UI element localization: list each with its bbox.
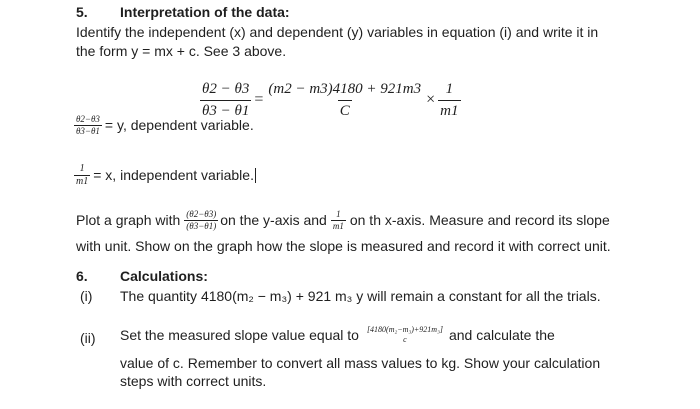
equation-reciprocal-fraction bbox=[438, 82, 460, 119]
item-ii-line-2: value of c. Remember to convert all mass values to kg. Show your calculation bbox=[120, 355, 601, 371]
plot-instruction-x-denominator: m1 bbox=[332, 220, 344, 231]
equation-reciprocal-numerator: 1 bbox=[445, 80, 454, 97]
x-definition-numerator: 1 bbox=[79, 162, 85, 174]
x-definition-fraction bbox=[74, 164, 90, 187]
plot-instruction-x-fraction bbox=[331, 210, 346, 231]
y-definition-numerator: θ2−θ3 bbox=[76, 113, 100, 124]
section-5-line-1: Identify the independent (x) and dependent (y) variables in equation (i) and write it in bbox=[76, 24, 599, 40]
item-ii-denominator: c bbox=[403, 335, 407, 344]
x-definition bbox=[74, 160, 256, 190]
y-definition-text: = y, dependent variable. bbox=[104, 117, 254, 133]
section-6-number: 6. bbox=[76, 268, 88, 284]
section-6-heading: Calculations: bbox=[120, 268, 208, 284]
equation-equals: = bbox=[254, 91, 264, 108]
plot-instruction-y-fraction bbox=[184, 210, 218, 231]
plot-instruction-line-2: with unit. Show on the graph how the slope is measured and record it with correct unit. bbox=[76, 238, 611, 254]
equation-lhs-denominator: θ3 − θ1 bbox=[200, 100, 251, 119]
section-5-heading: Interpretation of the data: bbox=[120, 4, 290, 20]
plot-instruction-y-denominator: (θ3−θ1) bbox=[186, 220, 217, 231]
plot-instruction-part-3: on th x-axis. Measure and record its slope bbox=[349, 212, 610, 228]
equation-lhs-numerator: θ2 − θ3 bbox=[202, 80, 250, 97]
item-ii-label: (ii) bbox=[80, 330, 96, 346]
text-cursor bbox=[255, 168, 256, 183]
item-ii-part-1: Set the measured slope value equal to bbox=[120, 327, 359, 343]
plot-instruction-part-1: Plot a graph with bbox=[76, 212, 181, 228]
item-ii-fraction bbox=[365, 326, 445, 344]
section-5-number: 5. bbox=[76, 4, 88, 20]
plot-instruction-line-1 bbox=[76, 204, 610, 236]
y-definition bbox=[74, 112, 254, 138]
equation-reciprocal-denominator: m1 bbox=[438, 100, 460, 119]
item-i-label: (i) bbox=[80, 288, 93, 304]
plot-instruction-y-numerator: (θ2−θ3) bbox=[186, 208, 217, 219]
x-definition-text: = x, independent variable. bbox=[93, 167, 254, 183]
y-definition-denominator: θ3−θ1 bbox=[76, 125, 100, 136]
equation-rhs-denominator: C bbox=[338, 100, 352, 119]
y-definition-fraction bbox=[74, 115, 102, 136]
plot-instruction-x-numerator: 1 bbox=[336, 208, 341, 219]
item-ii-part-2: and calculate the bbox=[448, 327, 555, 343]
equation-times: × bbox=[426, 91, 436, 108]
item-ii-line-3: steps with correct units. bbox=[120, 373, 267, 389]
x-definition-denominator: m1 bbox=[76, 175, 89, 187]
item-ii-numerator: [4180(m₂−m₃)+921m₃] bbox=[366, 325, 443, 334]
section-5-line-2: the form y = mx + c. See 3 above. bbox=[76, 43, 287, 59]
equation-rhs-fraction bbox=[266, 82, 423, 119]
item-i-text: The quantity 4180(m₂ − m₃) + 921 m₃ y will remain a constant for all the trials. bbox=[120, 288, 601, 304]
plot-instruction-part-2: on the y-axis and bbox=[220, 212, 327, 228]
item-ii-line-1 bbox=[120, 318, 555, 352]
equation-rhs-numerator: (m2 − m3)4180 + 921m3 bbox=[268, 80, 422, 97]
